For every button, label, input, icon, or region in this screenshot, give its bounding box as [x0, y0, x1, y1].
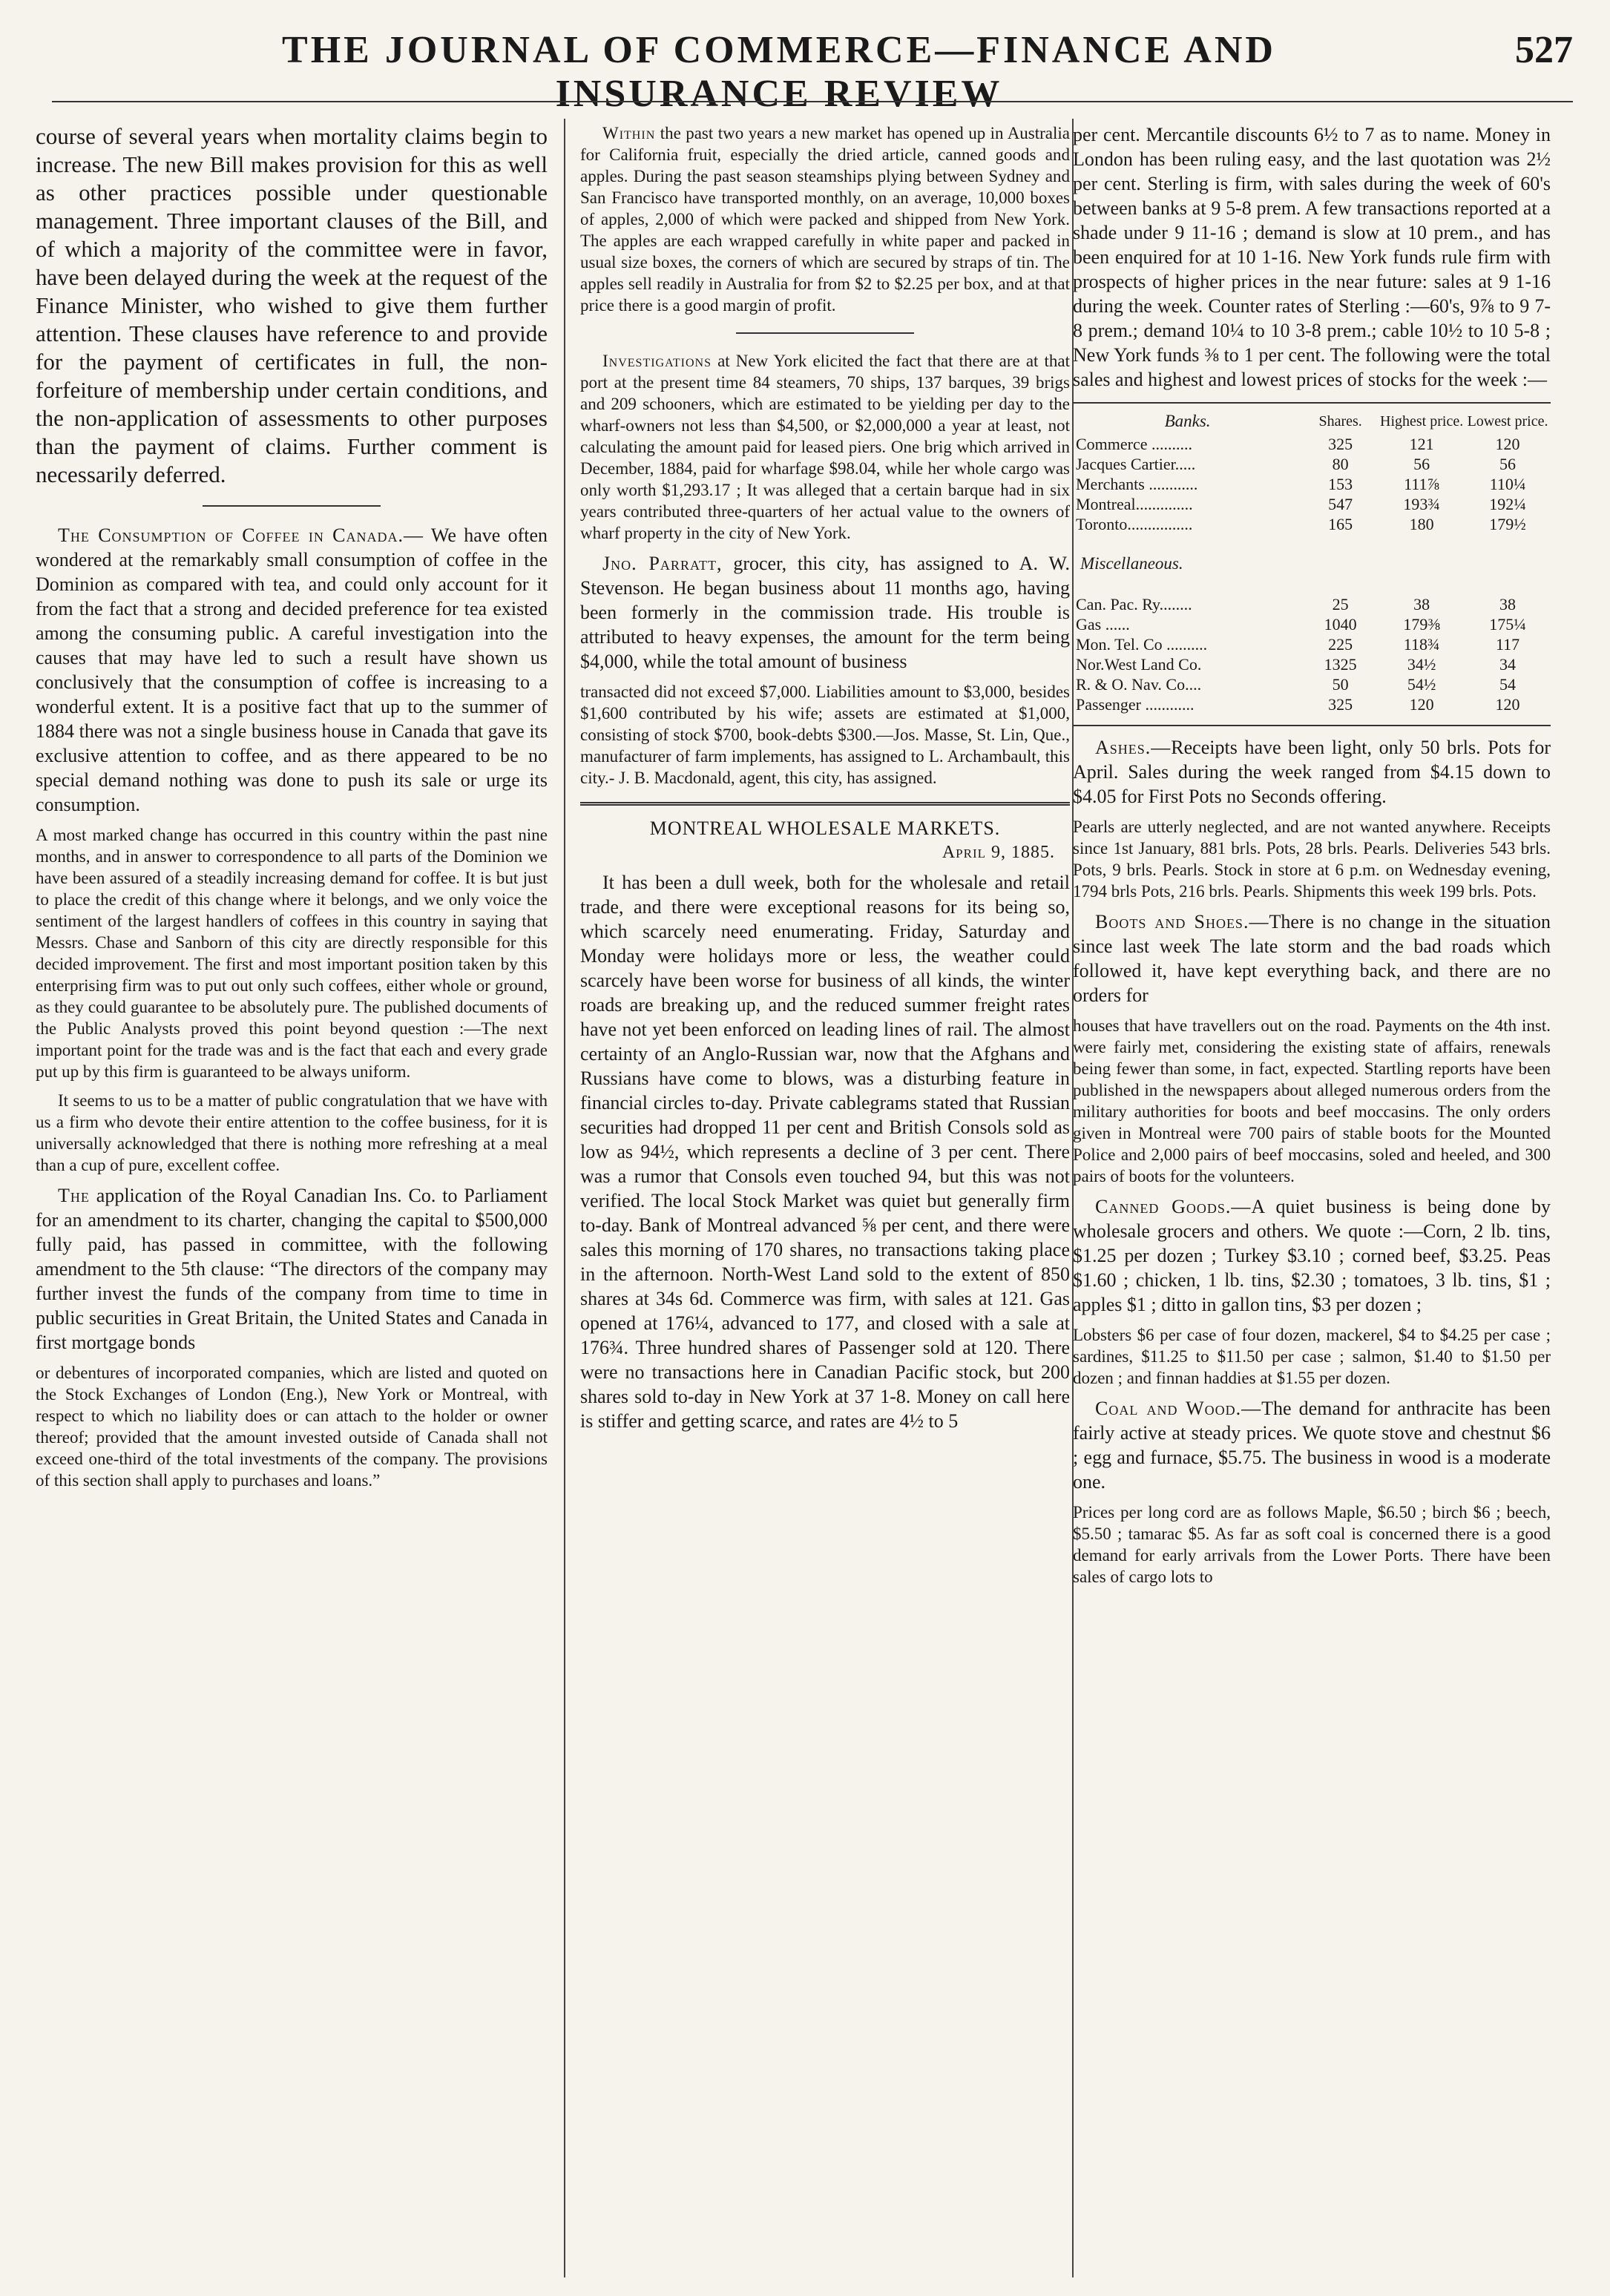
- investigations-lead: Investigations: [602, 352, 712, 370]
- coffee-body: We have often wondered at the remarkably small consumption of coffee in the Dominion as compared with tea, and could only account for it from the fact that a strong and decided preference for tea existed among the consuming public. A careful investigation into the causes that may have led to such a result have shown us conclusively that the consumption of coffee is increasing to a wonderful extent. It is a positive fact that up to the summer of 1884 there was not a single business house in Canada that gave its exclusive attention to coffee, and as there appeared to be no special demand nothing was done to push its sale or urge its consumption.: [36, 524, 548, 815]
- stock-row: [1073, 654, 1551, 674]
- stock-name: Passenger ............: [1076, 695, 1195, 714]
- ashes-paragraph: [1073, 735, 1551, 809]
- stock-shares: 1325: [1324, 655, 1357, 674]
- markets-date: April 9, 1885.: [942, 843, 1055, 862]
- header-banks: Banks.: [1164, 412, 1211, 430]
- stock-name: Commerce ..........: [1076, 435, 1193, 453]
- stock-row: [1073, 454, 1551, 474]
- stock-shares: 80: [1332, 455, 1349, 473]
- stock-row: [1073, 694, 1551, 714]
- stock-name: Merchants ............: [1076, 475, 1198, 493]
- stock-shares: 325: [1328, 435, 1353, 453]
- royal-canadian-small: or debentures of incorporated companies, which are listed and quoted on the Stock Exchanges of London (Eng.), New York or Montreal, with respect to which no liability does or can attach to the holder or owner thereof; provided that the amount invested outside of Canada shall not exceed one-third of the total investments of the company. The provisions of this section shall apply to purchases and loans.”: [36, 1364, 548, 1490]
- within-body: the past two years a new market has opened up in Australia for California fruit, especially the dried article, canned goods and apples. During the past season steamships plying between Sydney and San Francisco have transported monthly, on an average, 10,000 boxes of apples, 2,000 of which were packed and shipped from New York. The apples are each wrapped carefully in white paper and packed in usual size boxes, the corners of which are secured by straps of tin. The apples sell readily in Australia for from $2 to $2.25 per box, and at that price there is a good margin of profit.: [580, 124, 1070, 315]
- stock-shares: 153: [1328, 475, 1353, 493]
- stock-row: [1073, 614, 1551, 634]
- stock-lowest: 34: [1499, 655, 1517, 674]
- stock-highest: 193¾: [1403, 495, 1440, 513]
- column-3: [1073, 122, 1551, 2277]
- section-rule: [736, 332, 914, 334]
- investigations-paragraph: [580, 350, 1070, 544]
- stock-lowest: 120: [1495, 435, 1520, 453]
- stock-lowest: 117: [1495, 635, 1520, 654]
- stock-row: [1073, 514, 1551, 534]
- header-highest: Highest price.: [1380, 413, 1464, 430]
- stock-row: [1073, 494, 1551, 514]
- parratt-paragraph: [580, 551, 1070, 674]
- coffee-paragraph-small: A most marked change has occurred in this country within the past nine months, and in answer to correspondence to all parts of the Dominion we have been assured of a steadily increasing demand for coffee. It is but just to place the credit of this change where it belongs, and we only voice the sentiment of the largest handlers of coffees in this country in saying that Messrs. Chase and Sanborn of this city are directly responsible for this decided improvement. The first and most important position taken by this enterprising firm was to put out only such coffees, either whole or ground, as they could guarantee to be absolutely pure. The published documents of the Public Analysts proved this point beyond question :—The next important point for the trade was and is the fact that each and every grade put up by this firm is guaranteed to be always uniform.: [36, 826, 548, 1081]
- royal-body: application of the Royal Canadian Ins. Co. to Parliament for an amendment to its charter, changing the capital to $500,000 fully paid, has passed in committee, with the following amendment to the 5th clause: “The directors of the company may further invest the funds of the company from time to time in public securities in Great Britain, the United States and Canada in first mortgage bonds: [36, 1185, 548, 1353]
- markets-paragraph: It has been a dull week, both for the wholesale and retail trade, and there were exceptional reasons for its being so, which scarcely need enumerating. Friday, Saturday and Monday were holidays more or less, the weather could scarcely have been worse for business of all kinds, the winter roads are breaking up, and the reduced summer freight rates have not yet been enforced on leading lines of rail. The almost certainty of an Anglo-Russian war, now that the Afghans and Russians have come to blows, was a disturbing feature in financial circles to-day. Private cablegrams stated that Russian securities had dropped 11 per cent and British Consols sold as low as 94½, which represents a decline of 3 per cent. There was a rumor that Consols even touched 94, but this was not verified. The local Stock Market was quiet but generally firm to-day. Bank of Montreal advanced ⅝ per cent, and there were sales this morning of 170 shares, no transactions taking place in the afternoon. North-West Land sold to the extent of 850 shares at 34s 6d. Commerce was firm, with sales at 121. Gas opened at 176¼, advanced to 177, and closed with a sale at 176¾. Three hundred shares of Passenger sold at 120. There were no transactions here in Canadian Pacific stock, but 200 shares sold to-day in New York at 37 1-8. Money on call here is stiffer and getting scarce, and rates are 4½ to 5: [580, 872, 1070, 1432]
- masthead: [52, 15, 1573, 115]
- stock-name: Jacques Cartier.....: [1076, 455, 1196, 473]
- insurance-bill-paragraph: course of several years when mortality claims begin to increase. The new Bill makes provision for this as well as other practices possible under questionable management. Three important clauses of the Bill, and of which a majority of the committee were in favor, have been delayed during the week at the request of the Finance Minister, who wished to give them further attention. These clauses have reference to and provide for the payment of certificates in full, the non-forfeiture of membership under certain conditions, and the non-application of assessments to other purposes than the payment of claims. Further comment is necessarily deferred.: [36, 123, 548, 487]
- boots-body: There is no change in the situation since last week The late storm and the bad roads which followed it, have kept everything back, and there are no orders for: [1073, 911, 1551, 1006]
- stock-row: [1073, 594, 1551, 614]
- stock-shares: 547: [1328, 495, 1353, 513]
- ashes-small: Pearls are utterly neglected, and are not wanted anywhere. Receipts since 1st January, 881 brls. Pots, 28 brls. Pearls. Deliveries 543 brls. Pots, 9 brls. Pearls. Stock in store at 6 p.m. on Wednesday evening, 1794 brls Pots, 216 brls. Pearls. Shipments this week 199 brls. Pots.: [1073, 818, 1551, 901]
- stock-table-header: [1073, 412, 1551, 434]
- stock-highest: 111⅞: [1404, 475, 1440, 493]
- stock-lowest: 175¼: [1489, 615, 1526, 634]
- within-lead: Within: [602, 124, 656, 142]
- stock-lowest: 179½: [1489, 515, 1526, 533]
- stock-highest: 34½: [1407, 655, 1436, 674]
- stock-shares: 325: [1328, 695, 1353, 714]
- canned-paragraph: [1073, 1194, 1551, 1317]
- boots-paragraph: [1073, 909, 1551, 1007]
- stock-row: [1073, 674, 1551, 694]
- australia-paragraph: [580, 122, 1070, 316]
- stock-row: [1073, 634, 1551, 654]
- coffee-heading: The Consumption of Coffee in Canada.—: [58, 524, 424, 546]
- parratt-lead: Jno. Parratt,: [602, 553, 723, 574]
- ashes-body: Receipts have been light, only 50 brls. Pots for April. Sales during the week ranged from $4.15 down to $4.05 for First Pots no Seconds offering.: [1073, 737, 1551, 807]
- coal-body: The demand for anthracite has been fairly active at steady prices. We quote stove and chestnut $6 ; egg and furnace, $5.75. The business in wood is a moderate one.: [1073, 1398, 1551, 1493]
- section-double-rule: [580, 802, 1070, 806]
- column-2: [580, 122, 1070, 2277]
- coffee-congratulation: It seems to us to be a matter of public congratulation that we have with us a firm who devote their entire attention to the coffee business, for it is universally acknowledged that there is nothing more refreshing at a meal than a cup of pure, excellent coffee.: [36, 1091, 548, 1174]
- header-shares: Shares.: [1318, 413, 1362, 430]
- stock-highest: 118¾: [1403, 635, 1440, 654]
- table-rule: [1073, 725, 1551, 726]
- coal-small: Prices per long cord are as follows Maple, $6.50 ; birch $6 ; beech, $5.50 ; tamarac $5. As far as soft coal is concerned there is a good demand for early arrivals from the Lower Ports. There have been sales of cargo lots to: [1073, 1503, 1551, 1586]
- stock-highest: 179⅜: [1403, 615, 1440, 634]
- canned-heading: Canned Goods.—: [1095, 1196, 1252, 1217]
- stock-lowest: 54: [1499, 675, 1517, 694]
- coffee-paragraph: [36, 523, 548, 817]
- stock-row: [1073, 434, 1551, 454]
- misc-rows: [1073, 594, 1551, 714]
- royal-lead: The: [58, 1185, 90, 1206]
- stock-row: [1073, 474, 1551, 494]
- stock-highest: 120: [1409, 695, 1434, 714]
- stock-shares: 25: [1332, 595, 1349, 614]
- ashes-heading: Ashes.—: [1095, 737, 1172, 758]
- royal-canadian-paragraph: [36, 1183, 548, 1355]
- boots-heading: Boots and Shoes.—: [1095, 911, 1269, 932]
- table-rule: [1073, 402, 1551, 404]
- canned-body: A quiet business is being done by wholesale grocers and others. We quote :—Corn, 2 lb. tins, $1.25 per dozen ; Turkey $3.10 ; corned beef, $3.25. Peas $1.60 ; chicken, 1 lb. tins, $2.30 ; tomatoes, 3 lb. tins, $1 ; apples $1 ; ditto in gallon tins, $3 per dozen ;: [1073, 1196, 1551, 1315]
- stock-shares: 165: [1328, 515, 1353, 533]
- stock-shares: 225: [1328, 635, 1353, 654]
- stock-lowest: 56: [1499, 455, 1517, 473]
- misc-group-row: [1073, 534, 1551, 594]
- section-rule: [203, 505, 381, 507]
- column-1: [36, 122, 548, 2277]
- investigations-body: at New York elicited the fact that there are at that port at the present time 84 steamers, 70 ships, 137 barques, 39 brigs and 209 schooners, which are estimated to be yielding per day to the wharf-owners not less than $4,500, or $2,000,000 a year at least, not calculating the amount paid for leased piers. One brig which arrived in December, 1884, paid for wharfage $98.04, while her whole cargo was only worth $1,293.17 ; It was alleged that a certain barque had in six years contributed three-quarters of her actual value to the owners of wharf property in the city of New York.: [580, 352, 1070, 542]
- stock-highest: 121: [1409, 435, 1434, 453]
- stock-highest: 54½: [1407, 675, 1436, 694]
- stock-name: Montreal..............: [1076, 495, 1193, 513]
- header-lowest: Lowest price.: [1467, 413, 1548, 430]
- boots-small: houses that have travellers out on the road. Payments on the 4th inst. were fairly met, considering the existing state of affairs, renewals being fewer than some, in fact, expected. Startling reports have been published in the newspapers about alleged numerous orders from the military authorities for boots and beef moccasins. The only orders given in Montreal were 700 pairs of stable boots for the Mounted Police and 2,000 pairs of beef moccasins, soled and heeled, and 300 pairs of boots for the volunteers.: [1073, 1016, 1551, 1185]
- stock-shares: 1040: [1324, 615, 1357, 634]
- stock-lowest: 38: [1499, 595, 1517, 614]
- canned-small: Lobsters $6 per case of four dozen, mackerel, $4 to $4.25 per case ; sardines, $11.25 to $11.50 per case ; salmon, $1.40 to $1.50 per dozen ; and finnan haddies at $1.55 per dozen.: [1073, 1326, 1551, 1387]
- bank-rows: [1073, 434, 1551, 534]
- stock-shares: 50: [1332, 675, 1349, 694]
- header-rule: [52, 101, 1573, 102]
- markets-title: MONTREAL WHOLESALE MARKETS.: [649, 818, 1001, 839]
- money-paragraph: per cent. Mercantile discounts 6½ to 7 as to name. Money in London has been ruling easy, and the last quotation was 2½ per cent. Sterling is firm, with sales during the week of 60's between banks at 9 5-8 prem. A few transactions reported at a shade under 9 11-16 ; demand is slow at 10 prem., and has been enquired for at 10 1-16. New York funds rule firm with prospects of higher prices in the near future: sales at 9 1-16 during the week. Counter rates of Sterling :—60's, 9⅞ to 9 7-8 prem.; demand 10¼ to 10 3-8 prem.; cable 10½ to 10 5-8 ; New York funds ⅜ to 1 per cent. The following were the total sales and highest and lowest prices of stocks for the week :—: [1073, 124, 1551, 390]
- column-divider: [564, 119, 565, 2277]
- parratt-small: transacted did not exceed $7,000. Liabilities amount to $3,000, besides $1,600 contributed by his wife; assets are estimated at $1,000, consisting of stock $700, book-debts $300.—Jos. Masse, St. Lin, Que., manufacturer of farm implements, has assigned to L. Archambault, this city.- J. B. Macdonald, agent, this city, has assigned.: [580, 682, 1070, 787]
- stock-name: Gas ......: [1076, 615, 1130, 634]
- stock-name: Mon. Tel. Co ..........: [1076, 635, 1208, 654]
- stock-highest: 180: [1409, 515, 1434, 533]
- coal-paragraph: [1073, 1396, 1551, 1494]
- coal-heading: Coal and Wood.—: [1095, 1398, 1262, 1419]
- stock-table: [1073, 412, 1551, 714]
- stock-name: Nor.West Land Co.: [1076, 655, 1202, 674]
- stock-highest: 38: [1413, 595, 1430, 614]
- stock-highest: 56: [1413, 455, 1430, 473]
- journal-title: THE JOURNAL OF COMMERCE—FINANCE AND INSURANCE REVIEW: [282, 29, 1276, 115]
- stock-name: R. & O. Nav. Co....: [1076, 675, 1202, 694]
- stock-lowest: 110¼: [1489, 475, 1526, 493]
- stock-lowest: 192¼: [1489, 495, 1526, 513]
- parratt-body: grocer, this city, has assigned to A. W. Stevenson. He began business about 11 months ago, having been formerly in the commission trade. His trouble is attributed to heavy expenses, the amount for the term being $4,000, while the total amount of business: [580, 553, 1070, 672]
- stock-name: Toronto................: [1076, 515, 1193, 533]
- misc-label: Miscellaneous.: [1080, 554, 1183, 573]
- stock-lowest: 120: [1495, 695, 1520, 714]
- page-number: 527: [1515, 29, 1573, 71]
- stock-name: Can. Pac. Ry........: [1076, 595, 1192, 614]
